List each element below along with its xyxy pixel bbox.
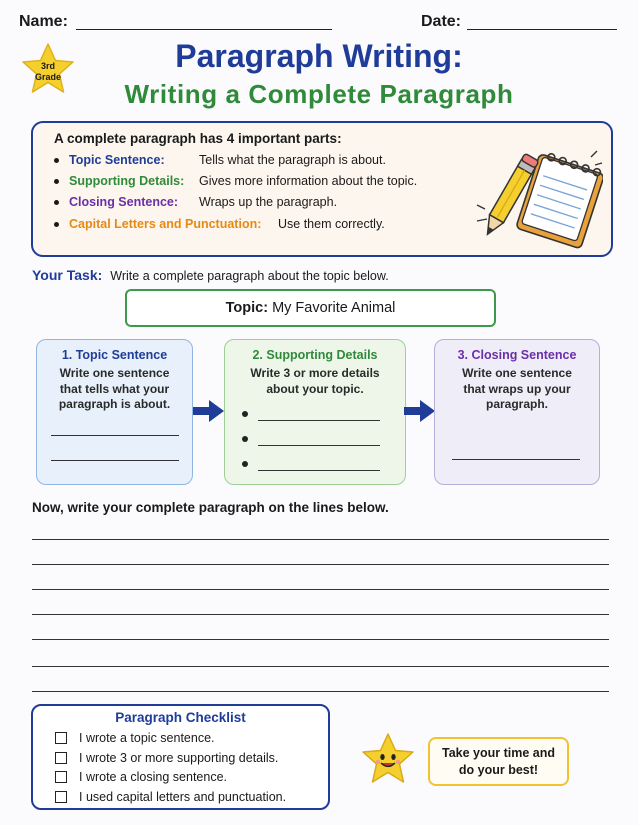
step-line: Write 3 or more details (250, 366, 380, 380)
encouragement-note (428, 737, 569, 786)
step-line: Write one sentence (59, 366, 170, 380)
step-line: paragraph. (485, 397, 548, 411)
paragraph-checklist (31, 704, 330, 810)
checklist-item-label: I wrote a closing sentence. (79, 770, 227, 784)
pencil-notepad-icon (465, 149, 603, 251)
paragraph-line[interactable] (32, 691, 609, 692)
checklist-item (55, 770, 227, 784)
part-description: Use them correctly. (278, 217, 385, 231)
checkbox[interactable] (55, 771, 67, 783)
encouragement-line: do your best! (458, 763, 539, 777)
topic-label: Topic: (225, 300, 269, 316)
paragraph-parts-box (31, 121, 613, 257)
bullet (54, 200, 59, 205)
checklist-item-label: I wrote 3 or more supporting details. (79, 751, 279, 765)
paragraph-line[interactable] (32, 639, 609, 640)
step-supporting-details (224, 339, 406, 485)
page-subtitle: Writing a Complete Paragraph (124, 79, 514, 109)
bullet (242, 436, 248, 442)
step-line: that wraps up your (463, 381, 571, 396)
part-term: Closing Sentence: (69, 195, 179, 209)
encouragement-line: Take your time and (442, 746, 555, 760)
write-line[interactable] (258, 470, 380, 471)
step-instructions (435, 366, 599, 413)
bullet (242, 461, 248, 467)
write-line[interactable] (258, 420, 380, 421)
write-line[interactable] (51, 435, 179, 436)
step-line: about your topic. (266, 381, 364, 396)
write-line[interactable] (452, 459, 580, 460)
parts-heading: A complete paragraph has 4 important parts: (54, 131, 342, 146)
task-text: Write a complete paragraph about the topic below. (110, 269, 389, 283)
topic-value: My Favorite Animal (272, 300, 396, 316)
part-description: Gives more information about the topic. (199, 174, 418, 188)
bullet (54, 222, 59, 227)
write-prompt: Now, write your complete paragraph on the lines below. (32, 500, 389, 515)
write-line[interactable] (51, 460, 179, 461)
part-term: Topic Sentence: (69, 153, 165, 167)
step-line: that tells what your (59, 381, 170, 396)
step-line: paragraph is about. (58, 397, 171, 411)
bullet (54, 158, 59, 163)
task-instruction (32, 267, 389, 283)
part-description: Tells what the paragraph is about. (199, 153, 386, 167)
badge-grade-word: Grade (34, 72, 61, 82)
bullet (54, 179, 59, 184)
step-line: Write one sentence (462, 366, 572, 380)
step-title: 1. Topic Sentence (61, 348, 168, 362)
smiling-star-icon (359, 732, 417, 788)
part-description: Wraps up the paragraph. (199, 195, 338, 209)
paragraph-line[interactable] (32, 539, 609, 540)
checkbox[interactable] (55, 791, 67, 803)
paragraph-line[interactable] (32, 666, 609, 667)
task-label: Your Task: (32, 267, 103, 283)
name-label: Name: (19, 13, 68, 30)
paragraph-line[interactable] (32, 564, 609, 565)
name-field[interactable] (76, 29, 332, 30)
arrow-right-icon (404, 400, 435, 422)
step-closing-sentence (434, 339, 600, 485)
checkbox[interactable] (55, 752, 67, 764)
paragraph-line[interactable] (32, 614, 609, 615)
checklist-item-label: I used capital letters and punctuation. (79, 790, 287, 804)
step-topic-sentence (36, 339, 193, 485)
date-label: Date: (421, 13, 462, 30)
part-term: Capital Letters and Punctuation: (69, 217, 262, 231)
checkbox[interactable] (55, 732, 67, 744)
checklist-item (55, 731, 215, 745)
step-title: 3. Closing Sentence (457, 348, 577, 362)
part-term: Supporting Details: (69, 174, 185, 188)
date-field[interactable] (467, 29, 617, 30)
step-instructions (37, 366, 192, 413)
badge-grade-number: 3rd (40, 61, 55, 71)
paragraph-line[interactable] (32, 589, 609, 590)
checklist-item (55, 751, 278, 765)
step-title: 2. Supporting Details (252, 348, 378, 362)
page-title: Paragraph Writing: (175, 38, 463, 74)
topic-box (125, 289, 496, 327)
checklist-item-label: I wrote a topic sentence. (79, 731, 215, 745)
bullet (242, 411, 248, 417)
write-line[interactable] (258, 445, 380, 446)
checklist-title: Paragraph Checklist (115, 710, 246, 725)
step-instructions (225, 366, 405, 397)
checklist-item (55, 790, 286, 804)
arrow-right-icon (193, 400, 224, 422)
